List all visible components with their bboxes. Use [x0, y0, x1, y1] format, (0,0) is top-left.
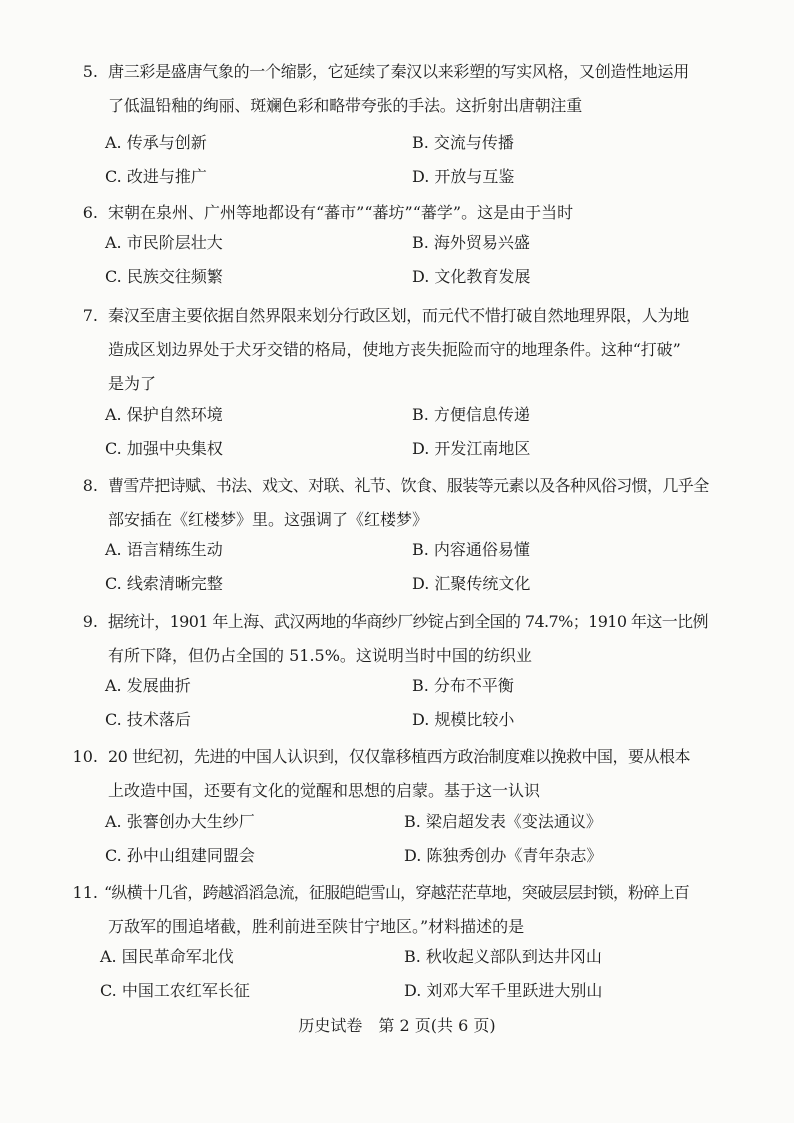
option-c[interactable]: C. 改进与推广 — [105, 167, 207, 186]
option-c[interactable]: C. 孙中山组建同盟会 — [105, 846, 255, 865]
option-a[interactable]: A. 传承与创新 — [105, 133, 207, 152]
question-text: 20 世纪初，先进的中国人认识到，仅仅靠移植西方政治制度难以挽救中国，要从根本 — [108, 747, 690, 766]
option-d[interactable]: D. 开发江南地区 — [412, 439, 531, 458]
option-b[interactable]: B. 内容通俗易懂 — [412, 540, 530, 559]
question-number: 11. — [72, 883, 98, 902]
option-d[interactable]: D. 汇聚传统文化 — [412, 574, 531, 593]
option-a[interactable]: A. 市民阶层壮大 — [105, 233, 223, 252]
option-b[interactable]: B. 秋收起义部队到达井冈山 — [404, 947, 602, 966]
question-text: 唐三彩是盛唐气象的一个缩影，它延续了秦汉以来彩塑的写实风格，又创造性地运用 — [108, 62, 689, 81]
page-footer: 历史试卷 第 2 页(共 6 页) — [298, 1016, 496, 1035]
option-b[interactable]: B. 方便信息传递 — [412, 405, 530, 424]
question-text: 部安插在《红楼梦》里。这强调了《红楼梦》 — [108, 510, 429, 529]
question-text: 了低温铅釉的绚丽、斑斓色彩和略带夸张的手法。这折射出唐朝注重 — [108, 96, 583, 115]
question-text: 造成区划边界处于犬牙交错的格局，使地方丧失扼险而守的地理条件。这种“打破” — [108, 340, 681, 359]
option-a[interactable]: A. 发展曲折 — [105, 676, 191, 695]
question-text: 是为了 — [108, 374, 157, 393]
question-text: 宋朝在泉州、广州等地都设有“蕃市”“蕃坊”“蕃学”。这是由于当时 — [108, 203, 574, 222]
option-d[interactable]: D. 文化教育发展 — [412, 267, 531, 286]
option-d[interactable]: D. 开放与互鉴 — [412, 167, 515, 186]
option-b[interactable]: B. 海外贸易兴盛 — [412, 233, 530, 252]
question-number: 8. — [82, 476, 98, 495]
option-b[interactable]: B. 梁启超发表《变法通议》 — [404, 812, 602, 831]
option-c[interactable]: C. 加强中央集权 — [105, 439, 223, 458]
option-a[interactable]: A. 语言精练生动 — [105, 540, 223, 559]
option-c[interactable]: C. 民族交往频繁 — [105, 267, 223, 286]
option-a[interactable]: A. 保护自然环境 — [105, 405, 223, 424]
option-b[interactable]: B. 分布不平衡 — [412, 676, 514, 695]
option-d[interactable]: D. 刘邓大军千里跃进大别山 — [404, 981, 603, 1000]
question-text: 秦汉至唐主要依据自然界限来划分行政区划，而元代不惜打破自然地理界限，人为地 — [108, 306, 689, 325]
option-c[interactable]: C. 中国工农红军长征 — [100, 981, 250, 1000]
option-b[interactable]: B. 交流与传播 — [412, 133, 514, 152]
question-text: 有所下降，但仍占全国的 51.5%。这说明当时中国的纺织业 — [108, 646, 532, 665]
question-number: 10. — [72, 747, 98, 766]
option-c[interactable]: C. 线索清晰完整 — [105, 574, 223, 593]
question-text: 万敌军的围追堵截，胜利前进至陕甘宁地区。”材料描述的是 — [108, 917, 525, 936]
question-text: 据统计，1901 年上海、武汉两地的华商纱厂纱锭占到全国的 74.7%；1910 年这一比例 — [108, 612, 708, 631]
option-d[interactable]: D. 规模比较小 — [412, 710, 515, 729]
option-d[interactable]: D. 陈独秀创办《青年杂志》 — [404, 846, 603, 865]
question-number: 9. — [82, 612, 98, 631]
option-a[interactable]: A. 张謇创办大生纱厂 — [105, 812, 255, 831]
question-number: 6. — [82, 203, 98, 222]
option-c[interactable]: C. 技术落后 — [105, 710, 191, 729]
option-a[interactable]: A. 国民革命军北伐 — [100, 947, 234, 966]
question-number: 7. — [82, 306, 98, 325]
question-text: 曹雪芹把诗赋、书法、戏文、对联、礼节、饮食、服装等元素以及各种风俗习惯，几乎全 — [108, 476, 709, 495]
question-text: “纵横十几省，跨越滔滔急流，征服皑皑雪山，穿越茫茫草地，突破层层封锁，粉碎上百 — [104, 883, 689, 902]
question-number: 5. — [82, 62, 98, 81]
question-text: 上改造中国，还要有文化的觉醒和思想的启蒙。基于这一认识 — [108, 781, 541, 800]
